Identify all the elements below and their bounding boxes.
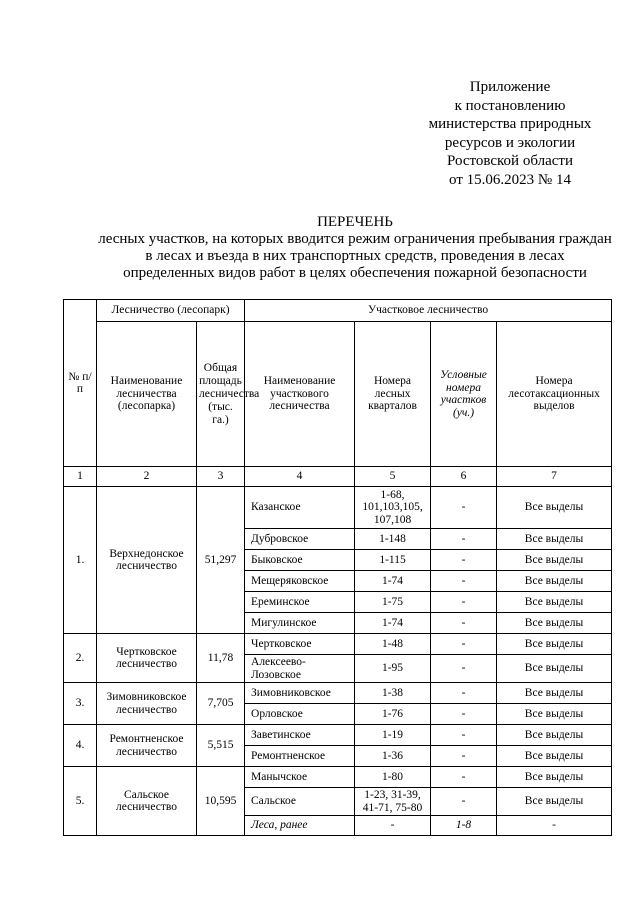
conditional: 1-8 — [431, 816, 497, 836]
allotments: Все выделы — [497, 592, 612, 613]
allotments: Все выделы — [497, 487, 612, 529]
forest-plots-table — [63, 299, 612, 836]
title-line: лесных участков, на которых вводится режим ограничения пребывания граждан — [98, 231, 612, 247]
appendix-line: ресурсов и экологии — [444, 134, 576, 151]
title-line: определенных видов работ в целях обеспечения пожарной безопасности — [123, 265, 587, 281]
allotments: Все выделы — [497, 571, 612, 592]
row-num: 3. — [64, 683, 97, 725]
header-district-name: Наименование участкового лесничества — [245, 322, 355, 467]
allotments: Все выделы — [497, 746, 612, 767]
allotments: Все выделы — [497, 613, 612, 634]
forestry-name: Верхнедонское лесничество — [97, 487, 197, 634]
quarters: 1-115 — [355, 550, 431, 571]
district-name: Ереминское — [245, 592, 355, 613]
appendix-line: от 15.06.2023 № 14 — [449, 171, 571, 188]
quarters: - — [355, 816, 431, 836]
conditional: - — [431, 683, 497, 704]
row-num: 1. — [64, 487, 97, 634]
allotments: Все выделы — [497, 634, 612, 655]
row-num: 4. — [64, 725, 97, 767]
district-name: Леса, ранее — [245, 816, 355, 836]
quarters: 1-23, 31-39, 41-71, 75-80 — [355, 788, 431, 816]
district-name: Мещеряковское — [245, 571, 355, 592]
column-number: 1 — [64, 467, 97, 487]
column-number: 3 — [197, 467, 245, 487]
forestry-area: 51,297 — [197, 487, 245, 634]
quarters: 1-68, 101,103,105, 107,108 — [355, 487, 431, 529]
document-title — [60, 214, 640, 282]
forestry-area: 5,515 — [197, 725, 245, 767]
quarters: 1-74 — [355, 613, 431, 634]
row-num: 2. — [64, 634, 97, 683]
header-forestry-name: Наименование лесничества (лесопарка) — [97, 322, 197, 467]
table-row — [64, 487, 612, 529]
district-name: Казанское — [245, 487, 355, 529]
table-row — [64, 634, 612, 655]
column-number: 5 — [355, 467, 431, 487]
conditional: - — [431, 767, 497, 788]
conditional: - — [431, 529, 497, 550]
quarters: 1-19 — [355, 725, 431, 746]
quarters: 1-95 — [355, 655, 431, 683]
forestry-area: 10,595 — [197, 767, 245, 836]
quarters: 1-75 — [355, 592, 431, 613]
header-area: Общая площадь лесничества (тыс. га.) — [197, 322, 245, 467]
appendix-line: Приложение — [469, 79, 551, 95]
conditional: - — [431, 592, 497, 613]
forestry-name: Зимовниковское лесничество — [97, 683, 197, 725]
table-row — [64, 725, 612, 746]
conditional: - — [431, 634, 497, 655]
forestry-name: Чертковское лесничество — [97, 634, 197, 683]
district-name: Ремонтненское — [245, 746, 355, 767]
forestry-area: 7,705 — [197, 683, 245, 725]
row-num: 5. — [64, 767, 97, 836]
conditional: - — [431, 746, 497, 767]
header-group-district: Участковое лесничество — [245, 300, 612, 322]
forestry-area: 11,78 — [197, 634, 245, 683]
allotments: Все выделы — [497, 683, 612, 704]
district-name: Сальское — [245, 788, 355, 816]
conditional: - — [431, 613, 497, 634]
district-name: Заветинское — [245, 725, 355, 746]
title-heading: ПЕРЕЧЕНЬ — [317, 214, 393, 230]
column-number: 4 — [245, 467, 355, 487]
conditional: - — [431, 655, 497, 683]
allotments: Все выделы — [497, 550, 612, 571]
district-name: Мигулинское — [245, 613, 355, 634]
appendix-line: к постановлению — [454, 97, 566, 114]
conditional: - — [431, 704, 497, 725]
allotments: Все выделы — [497, 725, 612, 746]
conditional: - — [431, 571, 497, 592]
quarters: 1-36 — [355, 746, 431, 767]
header-conditional: Условные номера участков (уч.) — [431, 322, 497, 467]
district-name: Быковское — [245, 550, 355, 571]
district-name: Алексеево-Лозовское — [245, 655, 355, 683]
district-name: Чертковское — [245, 634, 355, 655]
conditional: - — [431, 725, 497, 746]
quarters: 1-38 — [355, 683, 431, 704]
quarters: 1-74 — [355, 571, 431, 592]
column-number: 7 — [497, 467, 612, 487]
district-name: Дубровское — [245, 529, 355, 550]
allotments: - — [497, 816, 612, 836]
quarters: 1-48 — [355, 634, 431, 655]
header-num: № п/п — [64, 300, 97, 467]
allotments: Все выделы — [497, 655, 612, 683]
allotments: Все выделы — [497, 529, 612, 550]
quarters: 1-80 — [355, 767, 431, 788]
appendix-block — [400, 78, 620, 189]
column-number: 2 — [97, 467, 197, 487]
table-row — [64, 767, 612, 788]
header-allotments: Номера лесотаксационных выделов — [497, 322, 612, 467]
table-row — [64, 683, 612, 704]
district-name: Орловское — [245, 704, 355, 725]
district-name: Зимовниковское — [245, 683, 355, 704]
allotments: Все выделы — [497, 704, 612, 725]
appendix-line: министерства природных — [428, 116, 592, 132]
forestry-name: Ремонтненское лесничество — [97, 725, 197, 767]
allotments: Все выделы — [497, 767, 612, 788]
forestry-name: Сальское лесничество — [97, 767, 197, 836]
header-quarters: Номера лесных кварталов — [355, 322, 431, 467]
conditional: - — [431, 487, 497, 529]
appendix-line: Ростовской области — [447, 153, 573, 169]
header-group-forestry: Лесничество (лесопарк) — [97, 300, 245, 322]
column-number: 6 — [431, 467, 497, 487]
quarters: 1-148 — [355, 529, 431, 550]
district-name: Манычское — [245, 767, 355, 788]
title-line: в лесах и въезда в них транспортных средств, проведения в лесах — [145, 248, 565, 264]
allotments: Все выделы — [497, 788, 612, 816]
quarters: 1-76 — [355, 704, 431, 725]
conditional: - — [431, 550, 497, 571]
conditional: - — [431, 788, 497, 816]
